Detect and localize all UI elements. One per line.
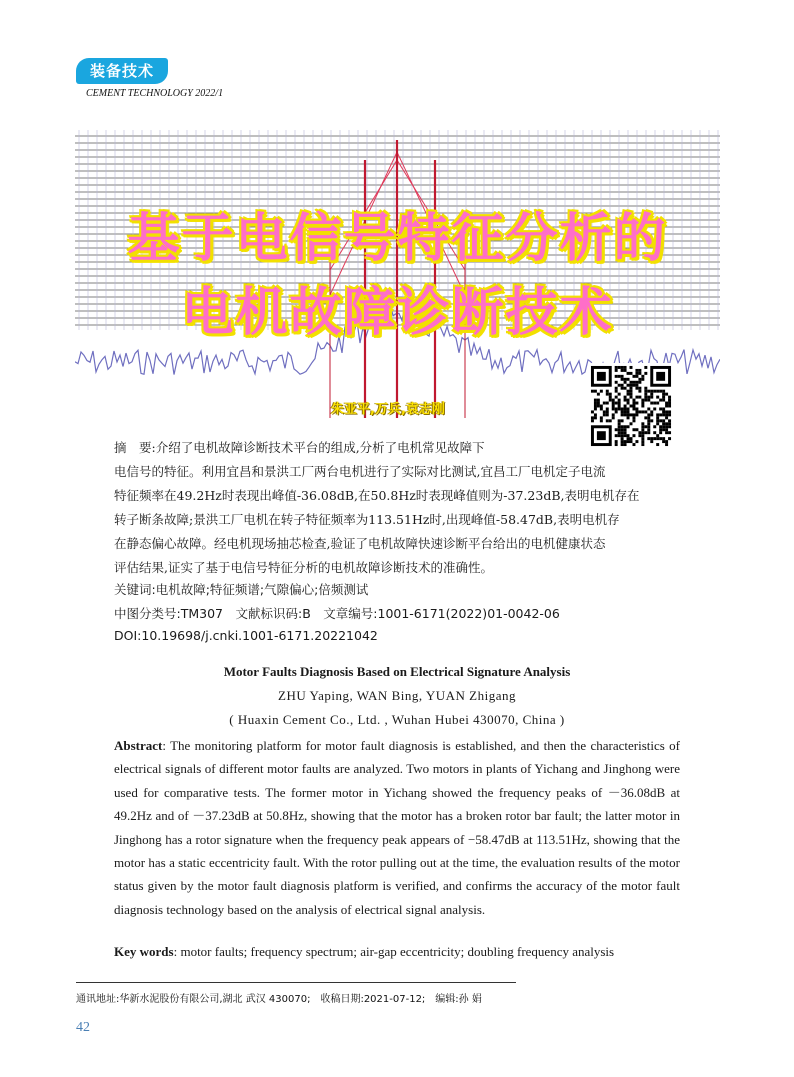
- title-line-2: 电机故障诊断技术: [181, 283, 614, 343]
- english-authors: ZHU Yaping, WAN Bing, YUAN Zhigang: [278, 688, 516, 703]
- english-affiliation: ( Huaxin Cement Co., Ltd. , Wuhan Hubei 430070, China ): [229, 712, 565, 727]
- abstract-cn-line-6: 评估结果,证实了基于电信号特征分析的电机故障诊断技术的准确性。: [114, 560, 493, 575]
- abstract-cn-line-5: 在静态偏心故障。经电机现场抽芯检查,验证了电机故障快速诊断平台给出的电机健康状态: [114, 536, 606, 551]
- abstract-cn-line-4: 转子断条故障;景洪工厂电机在转子特征频率为113.51Hz时,出现峰值-58.47dB,表明电机存: [114, 512, 620, 527]
- title-line-1: 基于电信号特征分析的: [127, 209, 668, 269]
- footnote-divider: [76, 982, 516, 983]
- doi[interactable]: DOI:10.19698/j.cnki.1001-6171.20221042: [114, 628, 378, 643]
- footnote: 通讯地址:华新水泥股份有限公司,湖北 武汉 430070; 收稿日期:2021-07-12; 编辑:孙 娟: [76, 994, 482, 1005]
- section-tag: 装备技术: [76, 58, 168, 84]
- classification-number: 中图分类号:TM307 文献标识码:B 文章编号:1001-6171(2022)01-0042-06: [114, 606, 560, 621]
- keywords-text: : motor faults; frequency spectrum; air-gap eccentricity; doubling frequency analysis: [173, 944, 615, 959]
- keywords-label: Key words: [114, 944, 174, 959]
- qr-code[interactable]: [588, 363, 674, 449]
- abstract-cn-line-2: 电信号的特征。利用宜昌和景洪工厂两台电机进行了实际对比测试,宜昌工厂电机定子电流: [114, 464, 606, 479]
- abstract-label: Abstract: [114, 738, 163, 753]
- keywords-cn: 关键词:电机故障;特征频谱;气隙偏心;倍频测试: [114, 582, 369, 597]
- abstract-cn-line-1: 摘 要:介绍了电机故障诊断技术平台的组成,分析了电机常见故障下: [114, 440, 485, 455]
- page-number: 42: [76, 1020, 90, 1035]
- english-abstract: [114, 734, 680, 921]
- abstract-text: : The monitoring platform for motor fault diagnosis is established, and then the characteristics of electrical signals of different motor faults are analyzed. Two motors in plants of Yichang and Jinghong were used for comparative tests. The former motor in Yichang showed the frequency peaks of －36.08dB at 49.2Hz and of －37.23dB at 50.8Hz, showing that the motor has a broken rotor bar fault; the latter motor in Jinghong has a rotor signature when the frequency peak appears of −58.47dB at 113.51Hz, showing that the motor has a static eccentricity fault. With the rotor pulling out at the time, the evaluation results of the motor status given by the motor fault diagnosis platform is verified, and confirms the accuracy of the motor fault diagnosis technology based on the analysis of electrical signal analysis.: [114, 738, 680, 917]
- english-title: Motor Faults Diagnosis Based on Electrical Signature Analysis: [223, 664, 571, 679]
- english-keywords: [114, 944, 614, 960]
- journal-header: CEMENT TECHNOLOGY 2022/1: [86, 88, 224, 99]
- abstract-cn-line-3: 特征频率在49.2Hz时表现出峰值-36.08dB,在50.8Hz时表现峰值则为-37.23dB,表明电机存在: [114, 488, 640, 503]
- authors-cn: 朱亚平,万兵,袁志刚: [331, 402, 445, 417]
